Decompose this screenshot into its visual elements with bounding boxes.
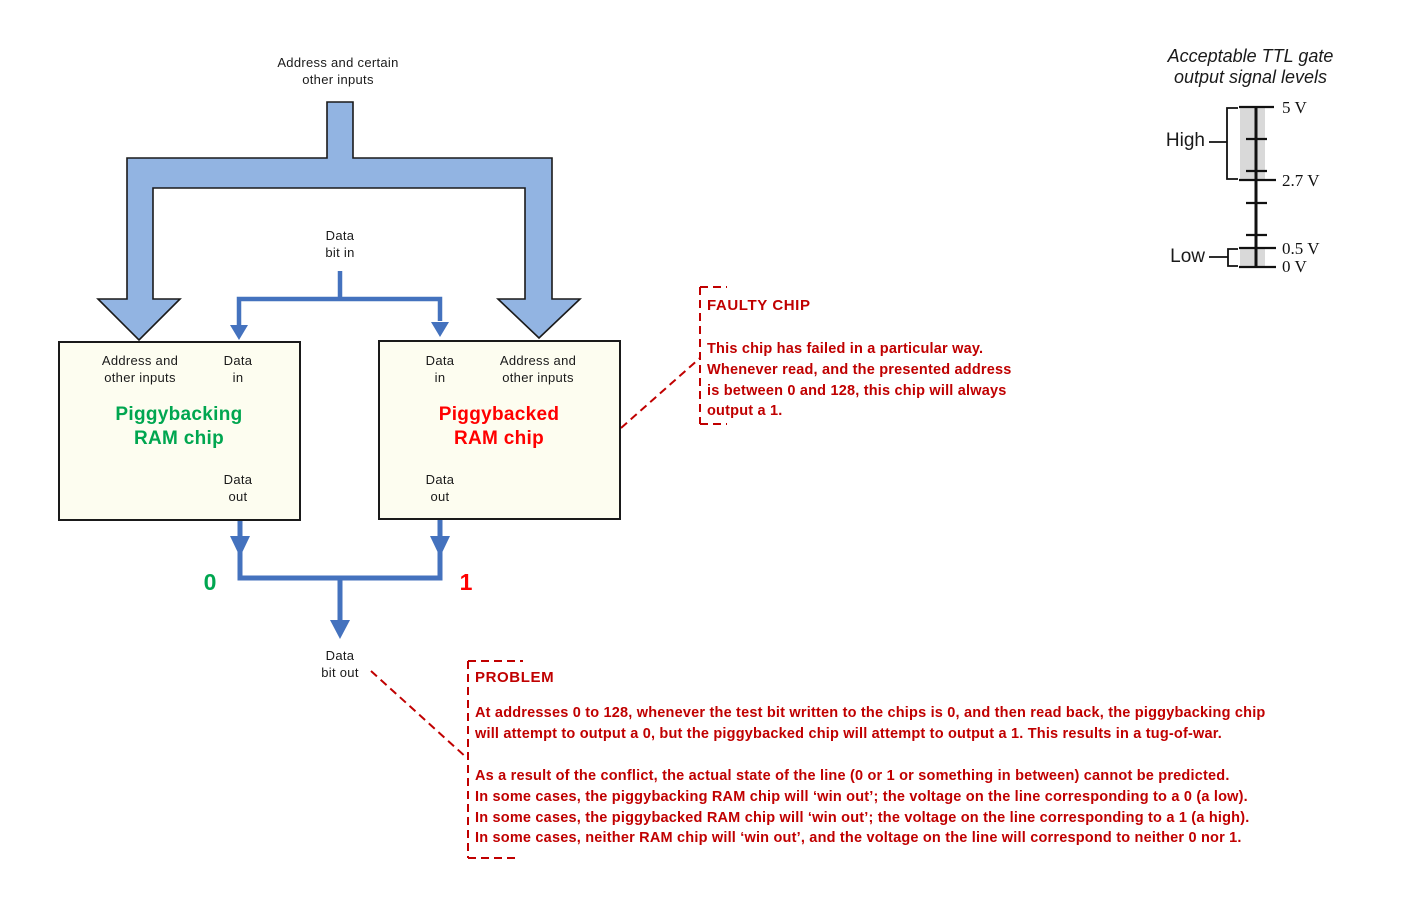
piggybacking-chip-name-line1: Piggybacking [115,404,243,425]
ttl-title [1148,46,1353,88]
faulty-chip-connector [621,358,700,428]
ttl-high-bracket [1227,108,1238,179]
data-bit-out-label [290,647,390,681]
problem-title: PROBLEM [475,669,555,686]
data-bit-in-branches [239,299,440,327]
top-input-label [238,54,438,88]
left-chip-data-out-line1: Data [223,472,253,487]
ttl-high-label: High [1165,130,1205,151]
data-bit-in-arrowhead-left [230,325,248,340]
right-chip-data-out-line2: out [430,489,450,504]
output-bit-one: 1 [459,569,473,595]
ttl-voltage-2-7v: 2.7 V [1282,171,1320,190]
problem-para1-line1: At addresses 0 to 128, whenever the test bit written to the chips is 0, and then read back, the piggybacking chip [475,705,1266,721]
faulty-chip-body-line2: Whenever read, and the presented address [707,361,1012,378]
output-bit-zero: 0 [203,569,217,595]
problem-para2-line2: In some cases, the piggybacking RAM chip will ‘win out’; the voltage on the line corresponding to a 0 (a low). [475,788,1248,805]
data-bit-in-label-line1: Data [325,228,355,243]
problem-paragraph1 [475,703,1405,745]
faulty-chip-body [707,339,1077,422]
data-bit-in-label [290,227,390,261]
data-bit-in-label-line2: bit in [325,245,355,260]
address-bus-arrow [98,102,580,340]
right-chip-data-in-line2: in [434,370,446,385]
right-chip-address-label [473,352,603,386]
faulty-chip-body-line3: is between 0 and 128, this chip will always [707,382,1007,399]
right-chip-data-in-label [400,352,480,386]
data-out-arrowhead-right [430,536,450,557]
left-chip-address-line2: other inputs [104,370,176,385]
faulty-chip-body-line4: output a 1. [707,403,783,420]
piggybacked-chip-name-line1: Piggybacked [438,404,560,425]
right-chip-data-out-label [400,471,480,505]
data-bit-in-arrowhead-right [431,322,449,337]
top-input-label-line1: Address and certain [277,55,399,70]
left-chip-address-line1: Address and [101,353,179,368]
piggybacking-chip-name [68,403,290,451]
left-chip-data-in-label [198,352,278,386]
ttl-voltage-0v: 0 V [1282,257,1307,276]
left-chip-data-in-line1: Data [223,353,253,368]
left-chip-address-label [75,352,205,386]
data-bit-out-label-line1: Data [325,648,355,663]
problem-para2-line1: As a result of the conflict, the actual state of the line (0 or 1 or something in between) cannot be predicted. [475,768,1230,784]
left-chip-data-out-label [198,471,278,505]
ttl-voltage-5v: 5 V [1282,98,1307,117]
problem-paragraph2 [475,766,1405,849]
faulty-chip-body-line1: This chip has failed in a particular way. [707,341,984,357]
right-chip-data-out-line1: Data [425,472,455,487]
data-bit-out-label-line2: bit out [321,665,359,680]
faulty-chip-title: FAULTY CHIP [707,297,811,314]
ttl-title-line1: Acceptable TTL gate [1167,46,1334,66]
piggybacked-chip-name [388,403,610,451]
right-chip-address-line2: other inputs [502,370,574,385]
right-chip-data-in-line1: Data [425,353,455,368]
piggybacking-chip-name-line2: RAM chip [133,428,224,449]
problem-para2-line3: In some cases, the piggybacked RAM chip will ‘win out’; the voltage on the line corresponding to a 1 (a high). [475,809,1250,826]
ttl-voltage-0-5v: 0.5 V [1282,239,1320,258]
ttl-low-band [1240,248,1265,267]
ttl-low-label: Low [1170,246,1205,267]
problem-para2-line4: In some cases, neither RAM chip will ‘win out’, and the voltage on the line will correspond to neither 0 nor 1. [475,830,1242,847]
data-out-arrowhead-left [230,536,250,557]
problem-connector [371,671,467,758]
left-chip-data-out-line2: out [228,489,248,504]
ttl-high-band [1240,107,1265,180]
ttl-title-line2: output signal levels [1173,67,1328,87]
top-input-label-line2: other inputs [302,72,374,87]
data-bit-out-arrowhead [330,620,350,639]
problem-para1-line2: will attempt to output a 0, but the piggybacked chip will attempt to output a 1. This results in a tug-of-war. [475,725,1223,742]
piggybacked-chip-name-line2: RAM chip [453,428,544,449]
data-out-bus [240,520,440,578]
right-chip-address-line1: Address and [499,353,577,368]
left-chip-data-in-line2: in [232,370,244,385]
ttl-low-bracket [1228,249,1238,266]
